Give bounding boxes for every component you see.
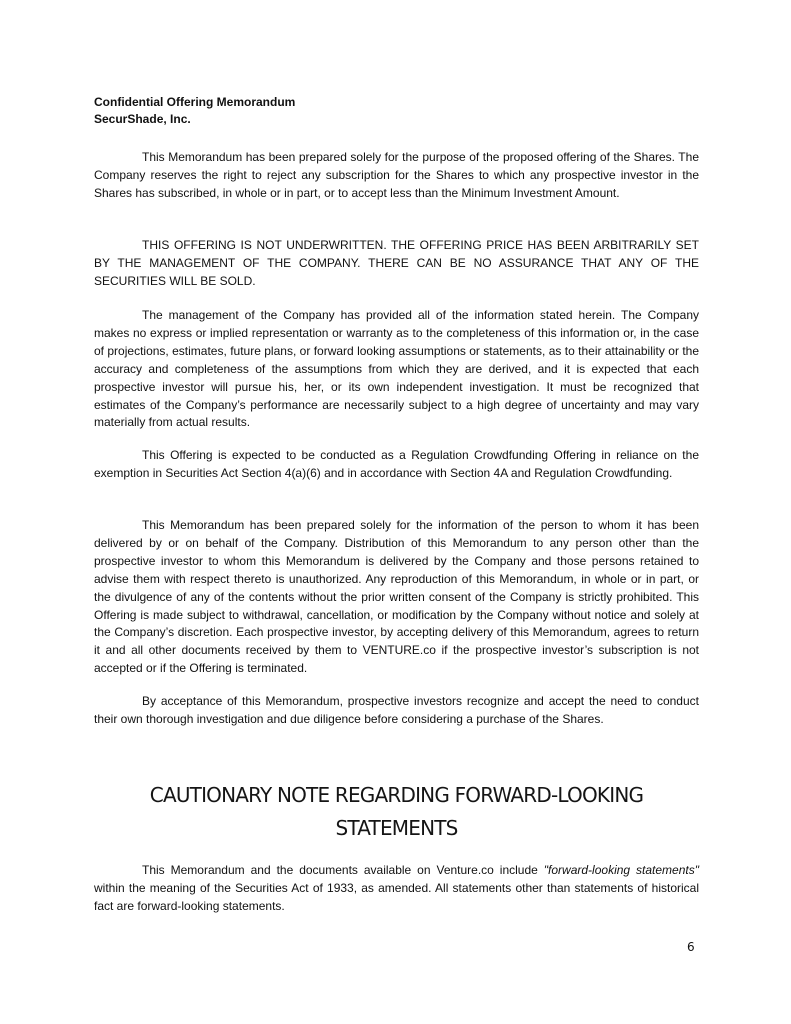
paragraph-regulation-crowdfunding: This Offering is expected to be conducted as a Regulation Crowdfunding Offering in reliance on the exemption in Securities Act Section 4(a)(6) and in accordance with Section 4A and Regulation Crowdfunding. [94, 448, 699, 480]
paragraph-distribution: This Memorandum has been prepared solely for the information of the person to whom it has been delivered by or on behalf of the Company. Distribution of this Memorandum to any person other than the prospective investor to whom this Memorandum is delivered by the Company and those persons retained to advise them with respect thereto is unauthorized. Any reproduction of this Memorandum, in whole or in part, or the divulgence of any of the contents without the prior written consent of the Company is strictly prohibited. This Offering is made subject to withdrawal, cancellation, or modification by the Company without notice and solely at the Company’s discretion. Each prospective investor, by accepting delivery of this Memorandum, agrees to return it and all other documents received by them to VENTURE.co if the prospective investor’s subscription is not accepted or if the Offering is terminated. [94, 518, 699, 676]
paragraph-management-information: The management of the Company has provided all of the information stated herein. The Company makes no express or implied representation or warranty as to the completeness of this information or, in the case of projections, estimates, future plans, or forward looking assumptions or statements, as to their attainability or the accuracy and completeness of the assumptions from which they are derived, and it is expected that each prospective investor will pursue his, her, or its own independent investigation. It must be recognized that estimates of the Company’s performance are necessarily subject to a high degree of uncertainty and may vary materially from actual results. [94, 308, 699, 430]
header-memorandum-title: Confidential Offering Memorandum [94, 95, 296, 109]
forward-looking-text-end: within the meaning of the Securities Act of 1933, as amended. All statements other than statements of historical fact are forward-looking statements. [94, 880, 699, 913]
paragraph-forward-looking [94, 862, 699, 916]
page-number: 6 [687, 940, 695, 954]
paragraph-acceptance: By acceptance of this Memorandum, prospective investors recognize and accept the need to conduct their own thorough investigation and due diligence before considering a purchase of the Shares. [94, 694, 699, 726]
section-title-cautionary-note [94, 779, 699, 845]
paragraph-purpose: This Memorandum has been prepared solely for the purpose of the proposed offering of the Shares. The Company reserves the right to reject any subscription for the Shares to which any prospective investor in the Shares has subscribed, in whole or in part, or to accept less than the Minimum Investment Amount. [94, 150, 699, 200]
forward-looking-text-start: This Memorandum and the documents available on Venture.co include [142, 863, 544, 877]
forward-looking-italic-term: "forward-looking statements" [543, 863, 699, 877]
section-title-line-2: STATEMENTS [335, 816, 458, 840]
header-company-name: SecurShade, Inc. [94, 112, 191, 126]
paragraph-not-underwritten: THIS OFFERING IS NOT UNDERWRITTEN. THE OFFERING PRICE HAS BEEN ARBITRARILY SET BY THE MANAGEMENT OF THE COMPANY. THERE CAN BE NO ASSURANCE THAT ANY OF THE SECURITIES WILL BE SOLD. [94, 238, 699, 288]
document-header [94, 94, 295, 128]
section-title-line-1: CAUTIONARY NOTE REGARDING FORWARD-LOOKING [149, 783, 644, 807]
